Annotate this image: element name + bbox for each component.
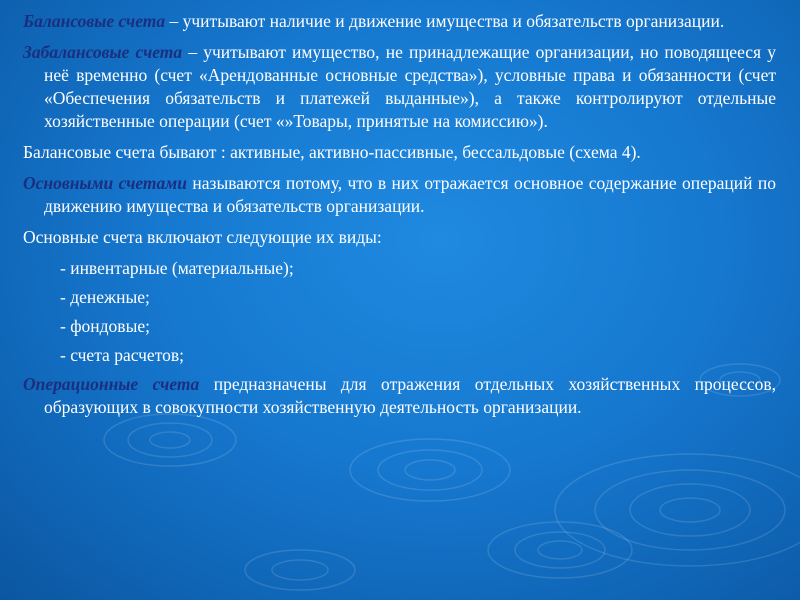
- paragraph-operational-accounts: [18, 373, 776, 419]
- paragraph-off-balance-accounts: [18, 41, 776, 133]
- paragraph-text: – учитывают наличие и движение имущества и обязательств организации.: [165, 11, 725, 31]
- list-item: - счета расчетов;: [60, 345, 184, 365]
- list-item: - фондовые;: [60, 316, 150, 336]
- slide-content: [18, 10, 776, 427]
- paragraph-text: – учитывают имущество, не принадлежащие организации, но поводящееся у неё временно (счет «Арендованные основные средства»), условные права и обязанности (счет «Обеспечения обязательств и платежей выданные»), а также контролируют отдельные хозяйственные операции (счет «»Товары, принятые на комиссию»).: [44, 42, 776, 131]
- term-operational-accounts: Операционные счета: [23, 374, 200, 394]
- paragraph-balance-accounts: [18, 10, 776, 33]
- list-item: - денежные;: [60, 287, 150, 307]
- paragraph-text: предназначены для отражения отдельных хозяйственных процессов, образующих в совокупности хозяйственную деятельность организации.: [44, 374, 776, 417]
- paragraph-balance-types: [18, 141, 776, 164]
- term-main-accounts: Основными счетами: [23, 173, 188, 193]
- paragraph-main-accounts-kinds: [18, 226, 776, 249]
- paragraph-text: Основные счета включают следующие их виды:: [23, 227, 382, 247]
- term-balance-accounts: Балансовые счета: [23, 11, 166, 31]
- paragraph-text: называются потому, что в них отражается основное содержание операций по движению имущества и обязательств организации.: [44, 173, 776, 216]
- list-item: - инвентарные (материальные);: [60, 258, 294, 278]
- paragraph-text: Балансовые счета бывают : активные, активно-пассивные, бессальдовые (схема 4).: [23, 142, 641, 162]
- term-off-balance-accounts: Забалансовые счета: [23, 42, 183, 62]
- paragraph-main-accounts: [18, 172, 776, 218]
